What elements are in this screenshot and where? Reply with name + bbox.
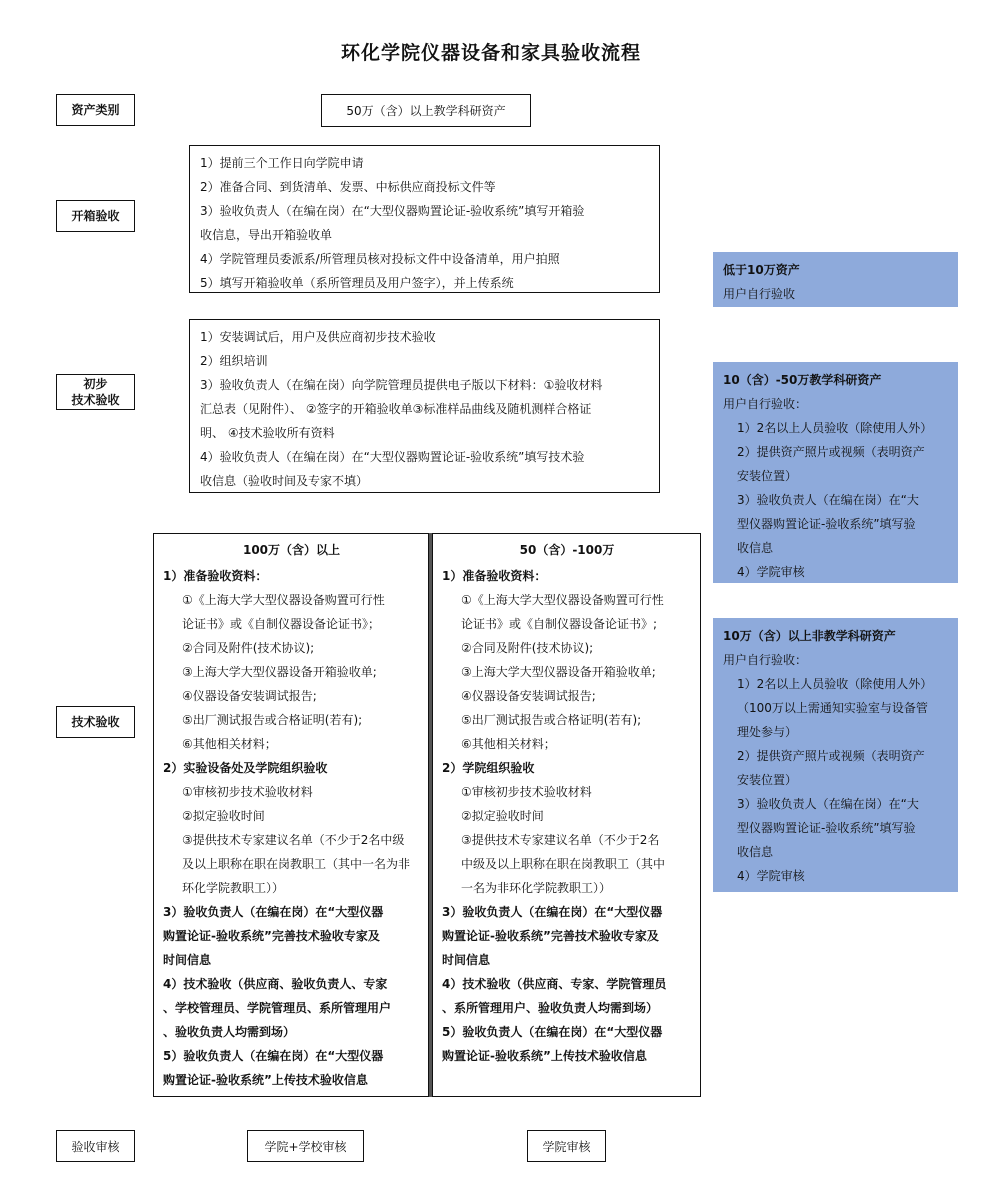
step-line: 一名为非环化学院教职工）） <box>461 881 612 895</box>
step-line: 3）验收负责人（在编在岗）在“大 <box>737 493 919 507</box>
step-line: 安装位置） <box>737 773 798 787</box>
step-line: 2）实验设备处及学院组织验收 <box>163 761 328 775</box>
step-line: 4）技术验收（供应商、验收负责人、专家 <box>163 977 388 991</box>
column-heading: 100万（含）以上 <box>242 543 341 557</box>
label-initial-line2: 技术验收 <box>71 393 120 407</box>
step-line: 收信息（验收时间及专家不填） <box>200 474 369 488</box>
non-teaching-assets-box <box>713 618 958 892</box>
step-line: 汇总表（见附件）、 ②签字的开箱验收单③标准样品曲线及随机测样合格证 <box>200 402 592 416</box>
step-line: 2）组织培训 <box>200 354 268 368</box>
step-line: 时间信息 <box>442 953 491 967</box>
step-line: 收信息，导出开箱验收单 <box>200 228 333 242</box>
step-line: ②合同及附件(技术协议); <box>461 641 594 655</box>
step-line: ①审核初步技术验收材料 <box>182 785 313 799</box>
step-line: ③提供技术专家建议名单（不少于2名中级 <box>182 833 405 847</box>
unpack-steps-box <box>189 145 660 293</box>
step-line: 用户自行验收： <box>723 397 808 411</box>
step-line: 收信息 <box>737 845 774 859</box>
step-line: ①审核初步技术验收材料 <box>461 785 592 799</box>
step-line: 时间信息 <box>163 953 212 967</box>
step-line: 2）提供资产照片或视频（表明资产 <box>737 445 925 459</box>
step-line: ③上海大学大型仪器设备开箱验收单; <box>461 665 656 679</box>
step-line: 型仪器购置论证-验收系统”填写验 <box>737 821 916 835</box>
step-line: 论证书》或《自制仪器设备论证书》； <box>182 617 381 631</box>
step-line: 2）准备合同、到货清单、发票、中标供应商投标文件等 <box>200 180 496 194</box>
step-line: 5）验收负责人（在编在岗）在“大型仪器 <box>163 1049 384 1063</box>
step-line: ①《上海大学大型仪器设备购置可行性 <box>182 593 385 607</box>
step-line: 、系所管理用户、验收负责人均需到场） <box>442 1001 659 1015</box>
step-line: 、学校管理员、学院管理员、系所管理用户 <box>163 1001 392 1015</box>
step-line: ⑥其他相关材料； <box>461 737 556 751</box>
step-line: ⑤出厂测试报告或合格证明(若有); <box>182 713 363 727</box>
label-unpack-acceptance: 开箱验收 <box>56 200 135 232</box>
step-line: 1）准备验收资料： <box>442 569 547 583</box>
step-line: 安装位置） <box>737 469 798 483</box>
step-line: 购置论证-验收系统”上传技术验收信息 <box>442 1049 647 1063</box>
step-line: 购置论证-验收系统”完善技术验收专家及 <box>163 929 380 943</box>
step-line: 2）学院组织验收 <box>442 761 535 775</box>
step-line: 4）学院审核 <box>737 869 805 883</box>
label-initial-line1: 初步 <box>83 377 108 391</box>
blue-box-title: 低于10万资产 <box>723 263 800 277</box>
step-line: 收信息 <box>737 541 774 555</box>
column-heading: 50（含）-100万 <box>519 543 615 557</box>
step-line: ④仪器设备安装调试报告; <box>182 689 317 703</box>
step-line: ②拟定验收时间 <box>182 809 265 823</box>
step-line: 1）提前三个工作日向学院申请 <box>200 156 364 170</box>
tech-column-100w-plus <box>153 533 429 1097</box>
review-college: 学院审核 <box>527 1130 606 1162</box>
below-10w-assets-box <box>713 252 958 307</box>
step-line: ④仪器设备安装调试报告; <box>461 689 596 703</box>
tech-column-50w-100w <box>432 533 701 1097</box>
step-line: ③提供技术专家建议名单（不少于2名 <box>461 833 660 847</box>
step-line: 3）验收负责人（在编在岗）在“大型仪器购置论证-验收系统”填写开箱验 <box>200 204 585 218</box>
blue-box-title: 10万（含）以上非教学科研资产 <box>723 629 896 643</box>
step-line: 中级及以上职称在职在岗教职工（其中 <box>461 857 666 871</box>
label-asset-category: 资产类别 <box>56 94 135 126</box>
step-line: 用户自行验收 <box>723 287 796 301</box>
step-line: 5）填写开箱验收单（系所管理员及用户签字），并上传系统 <box>200 276 514 290</box>
step-line: ①《上海大学大型仪器设备购置可行性 <box>461 593 664 607</box>
step-line: 3）验收负责人（在编在岗）在“大型仪器 <box>442 905 663 919</box>
step-line: 1）准备验收资料： <box>163 569 268 583</box>
blue-box-title: 10（含）-50万教学科研资产 <box>723 373 882 387</box>
label-acceptance-review: 验收审核 <box>56 1130 135 1162</box>
step-line: ⑥其他相关材料； <box>182 737 277 751</box>
step-line: 4）学院管理员委派系/所管理员核对投标文件中设备清单，用户拍照 <box>200 252 560 266</box>
step-line: ②合同及附件(技术协议); <box>182 641 315 655</box>
step-line: 、验收负责人均需到场） <box>163 1025 296 1039</box>
step-line: 1）2名以上人员验收（除使用人外） <box>737 677 933 691</box>
step-line: 1）安装调试后，用户及供应商初步技术验收 <box>200 330 436 344</box>
step-line: 3）验收负责人（在编在岗）在“大型仪器 <box>163 905 384 919</box>
step-line: ②拟定验收时间 <box>461 809 544 823</box>
step-line: ⑤出厂测试报告或合格证明(若有); <box>461 713 642 727</box>
step-line: 用户自行验收： <box>723 653 808 667</box>
step-line: 理处参与） <box>737 725 798 739</box>
step-line: 2）提供资产照片或视频（表明资产 <box>737 749 925 763</box>
step-line: 3）验收负责人（在编在岗）向学院管理员提供电子版以下材料：①验收材料 <box>200 378 603 392</box>
step-line: 3）验收负责人（在编在岗）在“大 <box>737 797 919 811</box>
label-initial-tech-acceptance <box>56 374 135 410</box>
step-line: 4）学院审核 <box>737 565 805 579</box>
10w-50w-assets-box <box>713 362 958 583</box>
step-line: 论证书》或《自制仪器设备论证书》; <box>461 617 658 631</box>
page-title: 环化学院仪器设备和家具验收流程 <box>340 42 641 64</box>
step-line: 明、 ④技术验收所有资料 <box>200 426 335 440</box>
step-line: 4）技术验收（供应商、专家、学院管理员 <box>442 977 667 991</box>
initial-tech-steps-box <box>189 319 660 493</box>
step-line: ③上海大学大型仪器设备开箱验收单; <box>182 665 377 679</box>
step-line: 4）验收负责人（在编在岗）在“大型仪器购置论证-验收系统”填写技术验 <box>200 450 585 464</box>
step-line: 环化学院教职工）） <box>182 881 285 895</box>
step-line: 及以上职称在职在岗教职工（其中一名为非 <box>182 857 411 871</box>
step-line: 5）验收负责人（在编在岗）在“大型仪器 <box>442 1025 663 1039</box>
review-college-university: 学院+学校审核 <box>247 1130 364 1162</box>
label-tech-acceptance: 技术验收 <box>56 706 135 738</box>
step-line: （100万以上需通知实验室与设备管 <box>737 701 928 715</box>
step-line: 购置论证-验收系统”完善技术验收专家及 <box>442 929 659 943</box>
step-line: 型仪器购置论证-验收系统”填写验 <box>737 517 916 531</box>
step-line: 购置论证-验收系统”上传技术验收信息 <box>163 1073 368 1087</box>
asset-category-box: 50万（含）以上教学科研资产 <box>321 94 531 127</box>
step-line: 1）2名以上人员验收（除使用人外） <box>737 421 933 435</box>
